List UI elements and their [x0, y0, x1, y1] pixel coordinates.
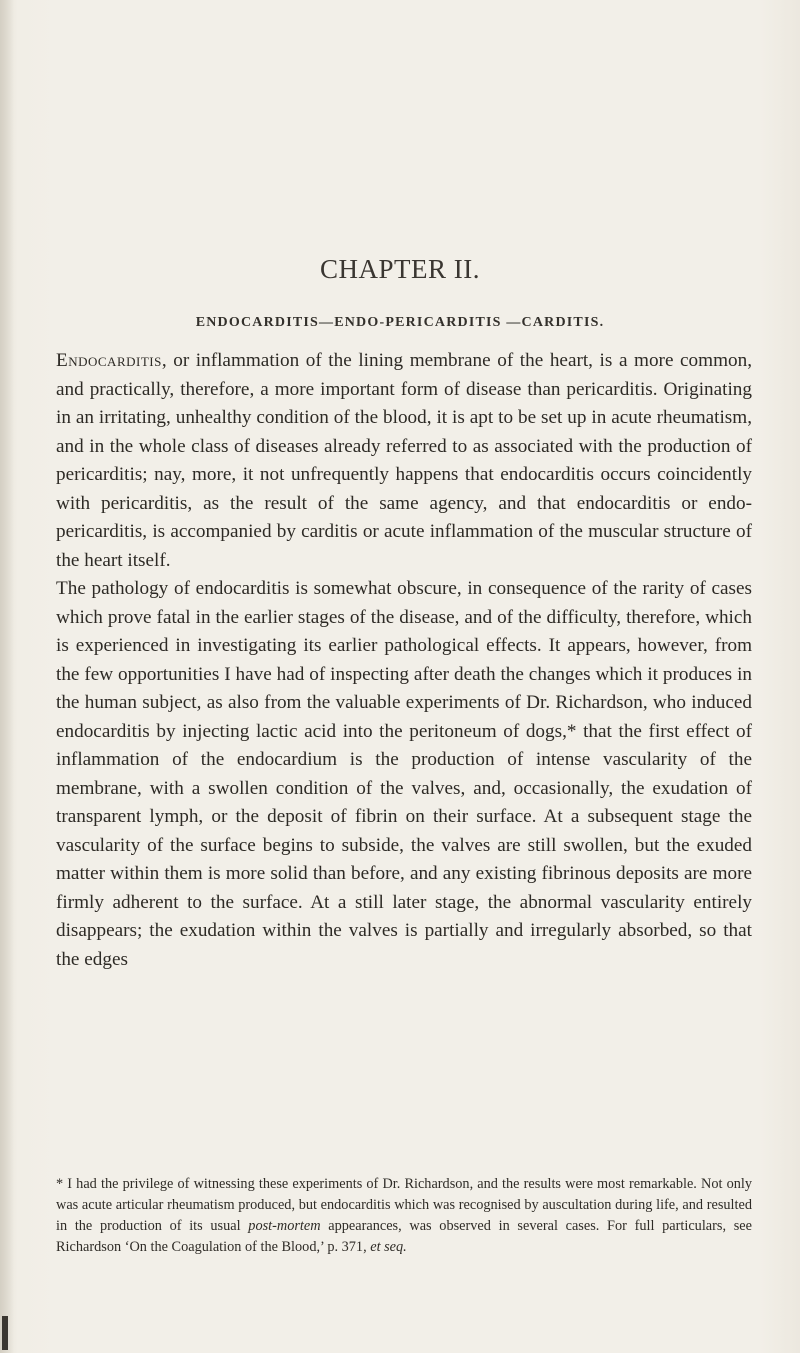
- footnote: [56, 1174, 752, 1258]
- chapter-title: CHAPTER II.: [320, 254, 480, 284]
- paragraph-1-lead: Endocarditis: [56, 350, 162, 371]
- section-heading: ENDOCARDITIS—ENDO-PERICARDITIS —CARDITIS.: [195, 315, 605, 330]
- paragraph-1-text: , or inflammation of the lining membrane of the heart, is a more common, and practically, therefore, a more important form of disease than pericarditis. Originating in an irritating, unhealthy condition of the blood, it is apt to be set up in acute rheumatism, and in the whole class of diseases already referred to as associated with the production of pericarditis; nay, more, it not unfrequently happens that endocarditis occurs coincidently with pericarditis, as the result of the same agency, and that endocarditis or endo-pericarditis, is accompanied by carditis or acute inflammation of the muscular structure of the heart itself.: [56, 350, 752, 571]
- footnote-italic-2: et seq.: [370, 1239, 407, 1255]
- footnote-italic-1: post-mortem: [248, 1218, 321, 1234]
- binding-shadow: [0, 0, 14, 1353]
- paragraph-1: [56, 347, 752, 575]
- body-text: [56, 347, 752, 974]
- page-edge-mark: [2, 1316, 8, 1350]
- footnote-text: [56, 1174, 752, 1258]
- paragraph-2: The pathology of endocarditis is somewhat obscure, in consequence of the rarity of cases which prove fatal in the earlier stages of the disease, and of the difficulty, therefore, which is experienced in investigating its earlier pathological effects. It appears, however, from the few opportunities I have had of inspecting after death the changes which it produces in the human subject, as also from the valuable experiments of Dr. Richardson, who induced endocarditis by injecting lactic acid into the peritoneum of dogs,* that the first effect of inflammation of the endocardium is the production of intense vascularity of the membrane, with a swollen condition of the valves, and, occasionally, the exudation of transparent lymph, or the deposit of fibrin on their surface. At a subsequent stage the vascularity of the surface begins to subside, the valves are still swollen, but the exuded matter within them is more solid than before, and any existing fibrinous deposits are more firmly adherent to the surface. At a still later stage, the abnormal vascularity entirely disappears; the exudation within the valves is partially and irregularly absorbed, so that the edges: [56, 578, 752, 970]
- footnote-part-2: appearances, was observed in several cases. For full particulars, see Richardson ‘On the Coagulation of the Blood,’ p. 371,: [56, 1218, 752, 1255]
- footnote-part-1: * I had the privilege of witnessing these experiments of Dr. Richardson, and the results were most remarkable. Not only was acute articular rheumatism produced, but endocarditis which was recognised by auscultation during life, and resulted in the production of its usual: [56, 1176, 752, 1234]
